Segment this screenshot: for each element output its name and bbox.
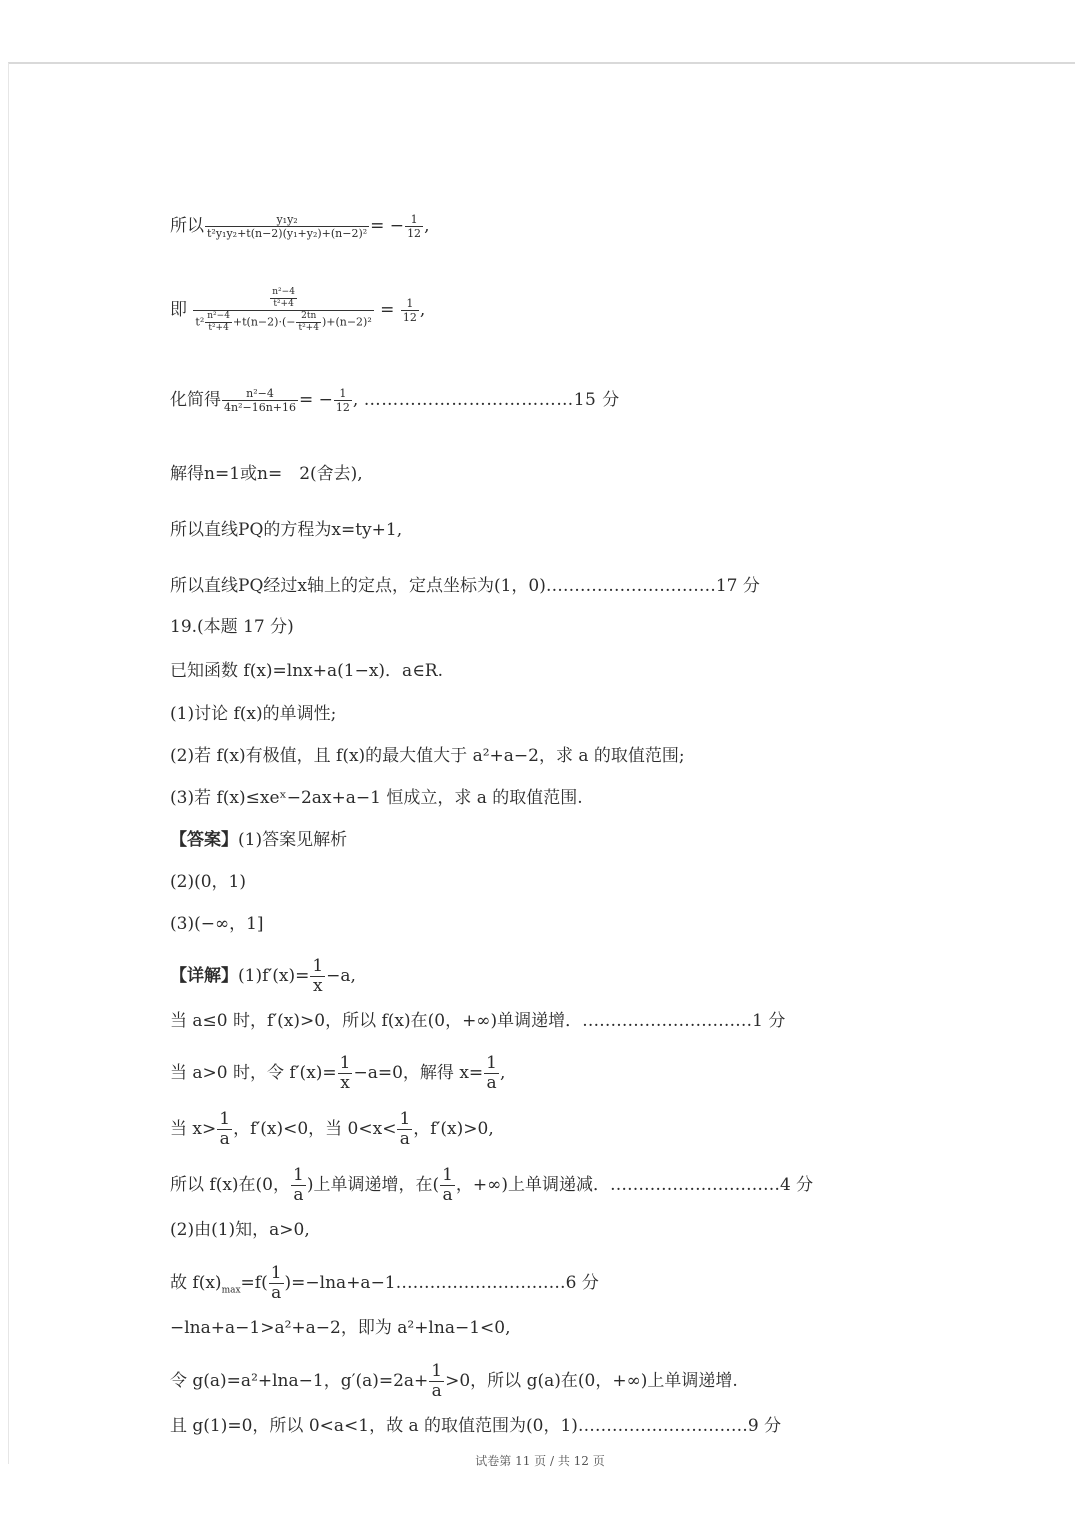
question-heading: 19.(本题 17 分) [170,617,294,637]
fraction: $\frac{1}{12}$ [335,387,350,414]
line-14: (3)(−∞，1] [170,914,264,934]
line-19: 所以 f(x)在(0， $\frac{1}{a}$ )上单调递增，在( $\frac{1}{a}$ ，+∞)上单调递减．…………………………4 分 [170,1165,814,1205]
detail-line: 【详解】(1)f′(x)= $\frac{1}{x}$ −a, [170,956,356,996]
answer-tag: 【答案】 [170,830,238,850]
line-1: 所以 $\frac{\text{y₁y₂}}{\text{t²y₁y₂+t(n−2)(y₁+y₂)+(n−2)²}}$ = − $\frac{1}{12}$ , [170,213,430,240]
page-footer: 试卷第 11 页 / 共 12 页 [475,1454,605,1468]
answer-line: 【答案】(1)答案见解析 [170,830,348,850]
fraction: $\frac{1}{12}$ [402,297,417,324]
compound-fraction: $\frac{\text{n²−4}}{\text{t²+4}}$ t² $\frac{\text{n²−4}}{\text{t²+4}}$ +t(n−2)·(− $\frac{2tn}{\text{t²+4}}$ )+(n−2)² [195,287,372,333]
fraction: $\frac{\text{n²−4}}{\text{4n²−16n+16}}$ [224,387,297,414]
fraction: $\frac{\text{y₁y₂}}{\text{t²y₁y₂+t(n−2)(y₁+y₂)+(n−2)²}}$ [207,213,368,240]
line-16: 当 a≤0 时，f′(x)>0，所以 f(x)在(0，+∞)单调递增．…………………………1 分 [170,1011,786,1031]
line-10: (2)若 f(x)有极值，且 f(x)的最大值大于 a²+a−2，求 a 的取值范围; [170,746,685,766]
line-17: 当 a>0 时，令 f′(x)= $\frac{1}{x}$ −a=0，解得 x= $\frac{1}{a}$ , [170,1053,506,1093]
line-20: (2)由(1)知，a>0, [170,1220,310,1240]
line-5: 所以直线PQ的方程为x=ty+1, [170,520,403,540]
line-2: 即 $\frac{\text{n²−4}}{\text{t²+4}}$ t² $\frac{\text{n²−4}}{\text{t²+4}}$ +t(n−2)·(− $\frac{2tn}{\text{t²+4}}$ )+(n−2)² = $\frac{1}{12}$ , [170,287,426,333]
line-8: 已知函数 f(x)=lnx+a(1−x)．a∈R. [170,661,443,681]
line-21: 故 $f(x)_{max}=f$( $\frac{1}{a}$ )=−lna+a−1…………………………6 分 [170,1263,599,1303]
line-6: 所以直线PQ经过x轴上的定点，定点坐标为(1，0)…………………………17 分 [170,576,760,596]
line-22: −lna+a−1>a²+a−2，即为 a²+lna−1<0, [170,1318,511,1338]
line-18: 当 x> $\frac{1}{a}$ ，f′(x)<0，当 0<x< $\frac{1}{a}$ ，f′(x)>0, [170,1109,494,1149]
text: 所以 [170,216,204,236]
fraction: $\frac{1}{12}$ [407,213,422,240]
detail-tag: 【详解】 [170,966,238,986]
line-13: (2)(0，1) [170,872,246,892]
line-9: (1)讨论 f(x)的单调性; [170,704,337,724]
text: 即 [170,300,187,320]
line-11: (3)若 f(x)≤xeˣ−2ax+a−1 恒成立，求 a 的取值范围. [170,788,583,808]
line-4: 解得n=1或n= 2(舍去), [170,464,363,484]
line-24: 且 g(1)=0，所以 0<a<1，故 a 的取值范围为(0，1)…………………………9 分 [170,1416,782,1436]
line-23: 令 g(a)=a²+lna−1，g′(a)=2a+ $\frac{1}{a}$ >0，所以 g(a)在(0，+∞)上单调递增. [170,1361,738,1401]
line-3: 化简得 $\frac{\text{n²−4}}{\text{4n²−16n+16}}$ = − $\frac{1}{12}$ , ………………………………15 分 [170,387,620,414]
